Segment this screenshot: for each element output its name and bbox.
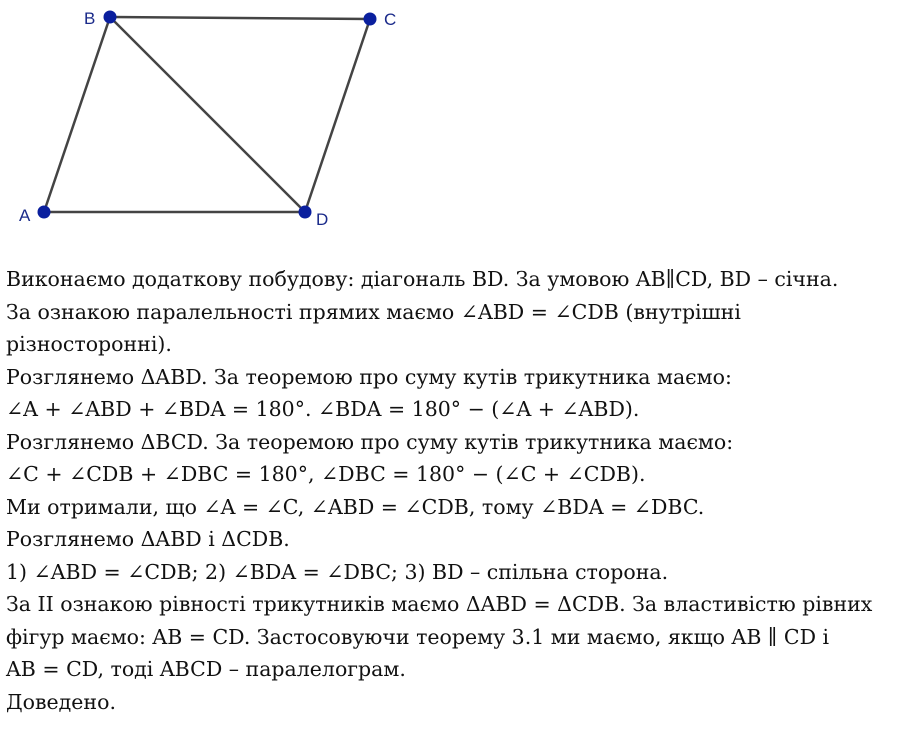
point-b [104,11,117,24]
proof-line-7: ∠C + ∠CDB + ∠DBC = 180°, ∠DBC = 180° − (∠C + ∠CDB). [6,462,646,486]
label-d: D [316,210,329,229]
proof-line-9: Розглянемо ΔABD і ΔCDB. [6,527,290,551]
point-d [299,206,312,219]
segment-bc [110,17,370,19]
proof-line-2: За ознакою паралельності прямих маємо ∠ABD = ∠CDB (внутрішні [6,299,741,324]
proof-line-10: 1) ∠ABD = ∠CDB; 2) ∠BDA = ∠DBC; 3) BD – спільна сторона. [6,559,669,584]
label-a: A [19,206,31,225]
proof-line-8: Ми отримали, що ∠A = ∠C, ∠ABD = ∠CDB, тому ∠BDA = ∠DBC. [6,494,705,519]
label-b: B [84,9,96,28]
proof-line-3: різносторонні). [6,332,172,356]
proof-line-4: Розглянемо ΔABD. За теоремою про суму кутів трикутника маємо: [6,364,732,389]
proof-line-5: ∠A + ∠ABD + ∠BDA = 180°. ∠BDA = 180° − (∠A + ∠ABD). [6,397,640,421]
label-c: C [384,10,397,29]
point-a [38,206,51,219]
proof-line-11: За II ознакою рівності трикутників маємо ΔABD = ΔCDB. За властивістю рівних [6,592,873,616]
proof-line-1: Виконаємо додаткову побудову: діагональ BD. За умовою AB∥CD, BD – січна. [6,267,839,291]
proof-line-13: AB = CD, тоді ABCD – паралелограм. [6,657,406,681]
proof-line-6: Розглянемо ΔBCD. За теоремою про суму кутів трикутника маємо: [6,429,734,454]
diagonal-bd [110,17,305,212]
proof-line-14: Доведено. [6,689,116,714]
point-c [364,13,377,26]
parallelogram-figure [0,0,920,260]
segment-cd [305,19,370,212]
segment-ab [44,17,110,212]
proof-line-12: фігур маємо: AB = CD. Застосовуючи теорему 3.1 ми маємо, якщо AB ∥ CD і [6,624,830,649]
proof-text [6,263,918,718]
